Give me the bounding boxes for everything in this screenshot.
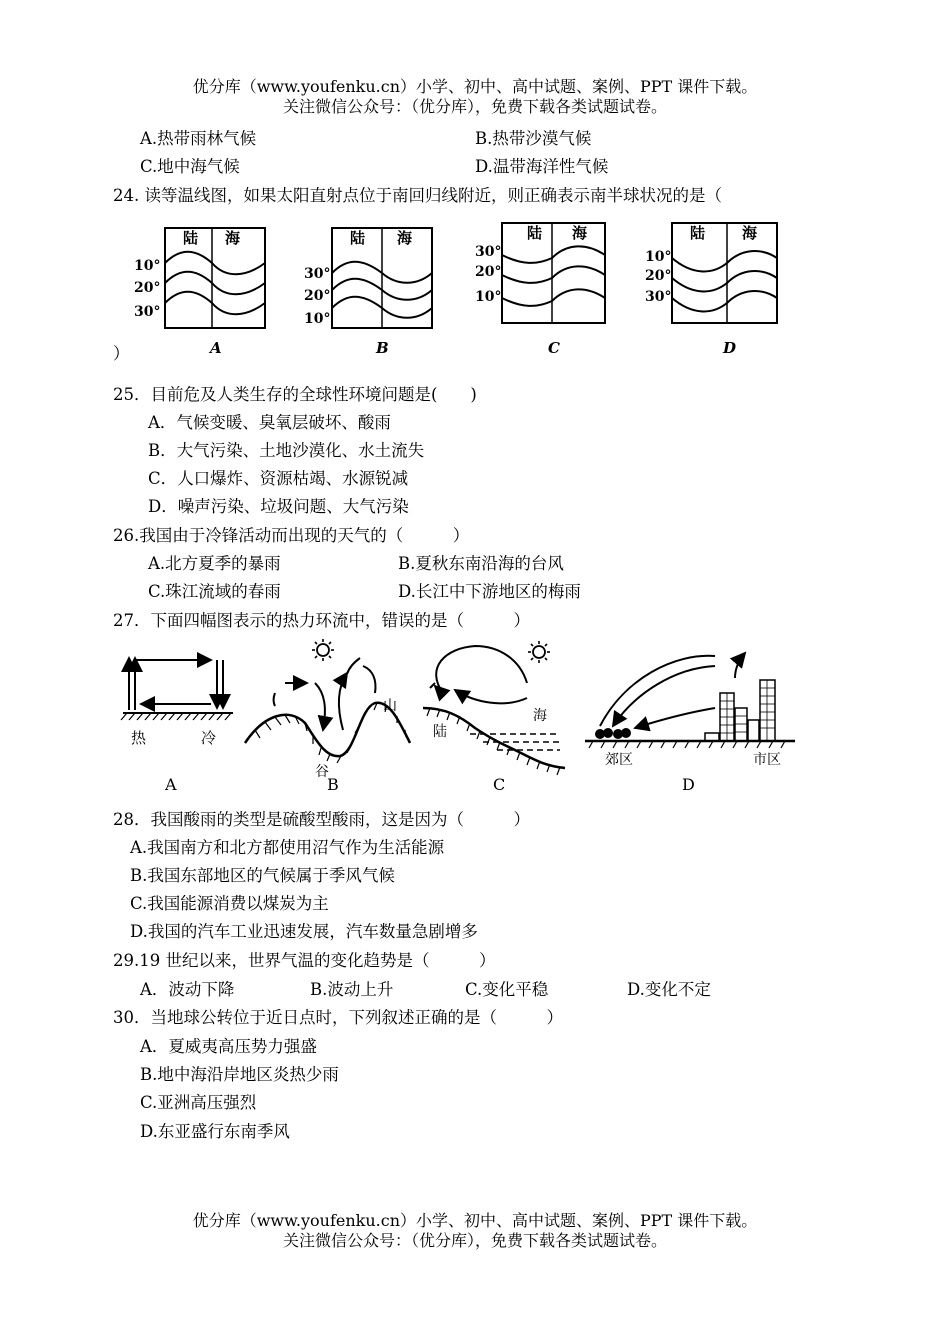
q27-c-land-label: 陆 <box>433 724 447 740</box>
q24-panel-a <box>165 228 265 328</box>
q24-panel-d <box>672 223 777 323</box>
q23-option-a: A.热带雨林气候 <box>140 129 257 148</box>
q23-option-d: D.温带海洋性气候 <box>475 157 609 176</box>
footer-line-1: 优分库（www.youfenku.cn）小学、初中、高中试题、案例、PPT 课件下载。 <box>192 1211 758 1230</box>
q24-c-label-2: 20° <box>475 264 502 280</box>
q30-option-b: B.地中海沿岸地区炎热少雨 <box>140 1065 339 1084</box>
footer-line-2: 关注微信公众号：（优分库），免费下载各类试题试卷。 <box>282 1231 667 1250</box>
q24-a-sea-label: 海 <box>225 229 241 247</box>
q29-stem: 29.19 世纪以来，世界气温的变化趋势是（ ） <box>113 951 496 970</box>
q30-option-c: C.亚洲高压强烈 <box>140 1093 257 1112</box>
q26-option-c: C.珠江流域的春雨 <box>148 582 281 601</box>
q24-panel-b <box>332 228 432 328</box>
q26-option-b: B.夏秋东南沿海的台风 <box>398 554 564 573</box>
q28-option-a: A.我国南方和北方都使用沼气作为生活能源 <box>130 838 445 857</box>
q24-b-label-1: 30° <box>304 266 331 282</box>
q29-option-c: C.变化平稳 <box>465 980 549 999</box>
header-line-2: 关注微信公众号：（优分库），免费下载各类试题试卷。 <box>282 97 667 116</box>
q24-a-label-1: 10° <box>134 258 161 274</box>
q27-b-valley-label: 谷 <box>315 764 329 780</box>
q24-a-land-label: 陆 <box>183 229 199 247</box>
q24-b-label-3: 10° <box>304 311 331 327</box>
q30-option-a: A．夏威夷高压势力强盛 <box>140 1037 317 1056</box>
q25-option-c: C．人口爆炸、资源枯竭、水源锐减 <box>148 469 409 488</box>
q24-d-land-label: 陆 <box>690 224 706 242</box>
q26-option-d: D.长江中下游地区的梅雨 <box>398 582 581 601</box>
q26-stem: 26.我国由于冷锋活动而出现的天气的（ ） <box>113 526 470 545</box>
q30-option-d: D.东亚盛行东南季风 <box>140 1122 290 1141</box>
q28-stem: 28．我国酸雨的类型是硫酸型酸雨，这是因为（ ） <box>113 810 530 829</box>
q24-d-label-1: 10° <box>645 249 672 265</box>
q27-a-letter: A <box>165 775 177 794</box>
q24-d-label-2: 20° <box>645 268 672 284</box>
q24-isotherm-figure <box>120 218 840 363</box>
q27-d-letter: D <box>682 775 695 794</box>
q25-option-d: D．噪声污染、垃圾问题、大气污染 <box>148 497 409 516</box>
q27-circulation-figure <box>115 638 815 798</box>
q24-panel-c <box>502 223 605 323</box>
q24-b-letter: B <box>376 339 389 357</box>
q27-stem: 27．下面四幅图表示的热力环流中，错误的是（ ） <box>113 611 530 630</box>
q24-d-sea-label: 海 <box>742 224 758 242</box>
q24-b-sea-label: 海 <box>397 229 413 247</box>
q28-option-c: C.我国能源消费以煤炭为主 <box>130 894 329 913</box>
q28-option-b: B.我国东部地区的气候属于季风气候 <box>130 866 395 885</box>
q24-stem: 24. 读等温线图，如果太阳直射点位于南回归线附近，则正确表示南半球状况的是（ <box>113 186 722 205</box>
q24-a-label-2: 20° <box>134 280 161 296</box>
q24-a-letter: A <box>210 339 222 357</box>
q24-close-paren: ） <box>113 344 130 363</box>
q28-option-d: D.我国的汽车工业迅速发展，汽车数量急剧增多 <box>130 922 478 941</box>
q27-a-hot-label: 热 <box>131 729 147 747</box>
q27-a-cold-label: 冷 <box>201 729 217 747</box>
q25-stem: 25．目前危及人类生存的全球性环境问题是( ) <box>113 385 477 404</box>
q27-fig-b <box>245 639 410 794</box>
q25-option-b: B．大气污染、土地沙漠化、水土流失 <box>148 441 425 460</box>
q24-b-land-label: 陆 <box>350 229 366 247</box>
header-line-1: 优分库（www.youfenku.cn）小学、初中、高中试题、案例、PPT 课件下载。 <box>192 77 758 96</box>
q29-option-a: A．波动下降 <box>140 980 235 999</box>
q27-fig-a <box>121 658 233 794</box>
q29-option-b: B.波动上升 <box>310 980 394 999</box>
q24-c-letter: C <box>548 339 560 357</box>
q26-option-a: A.北方夏季的暴雨 <box>148 554 281 573</box>
q25-option-a: A．气候变暖、臭氧层破坏、酸雨 <box>148 413 391 432</box>
q24-d-label-3: 30° <box>645 289 672 305</box>
q24-c-sea-label: 海 <box>572 224 588 242</box>
q27-b-letter: B <box>327 775 339 794</box>
q27-d-city-label: 市区 <box>753 752 781 768</box>
q30-stem: 30．当地球公转位于近日点时，下列叙述正确的是（ ） <box>113 1008 563 1027</box>
q24-b-label-2: 20° <box>304 288 331 304</box>
q29-option-d: D.变化不定 <box>627 980 711 999</box>
q27-c-sea-label: 海 <box>533 708 547 724</box>
q27-c-letter: C <box>493 775 506 794</box>
q27-fig-d <box>585 653 795 794</box>
q27-fig-c <box>423 641 565 794</box>
q27-b-mountain-label: 山 <box>383 698 397 714</box>
q23-option-c: C.地中海气候 <box>140 157 240 176</box>
q23-option-b: B.热带沙漠气候 <box>475 129 592 148</box>
q24-c-land-label: 陆 <box>527 224 543 242</box>
q27-d-suburb-label: 郊区 <box>605 752 633 768</box>
q24-c-label-3: 10° <box>475 289 502 305</box>
q24-a-label-3: 30° <box>134 304 161 320</box>
q24-c-label-1: 30° <box>475 244 502 260</box>
q24-d-letter: D <box>723 339 737 357</box>
